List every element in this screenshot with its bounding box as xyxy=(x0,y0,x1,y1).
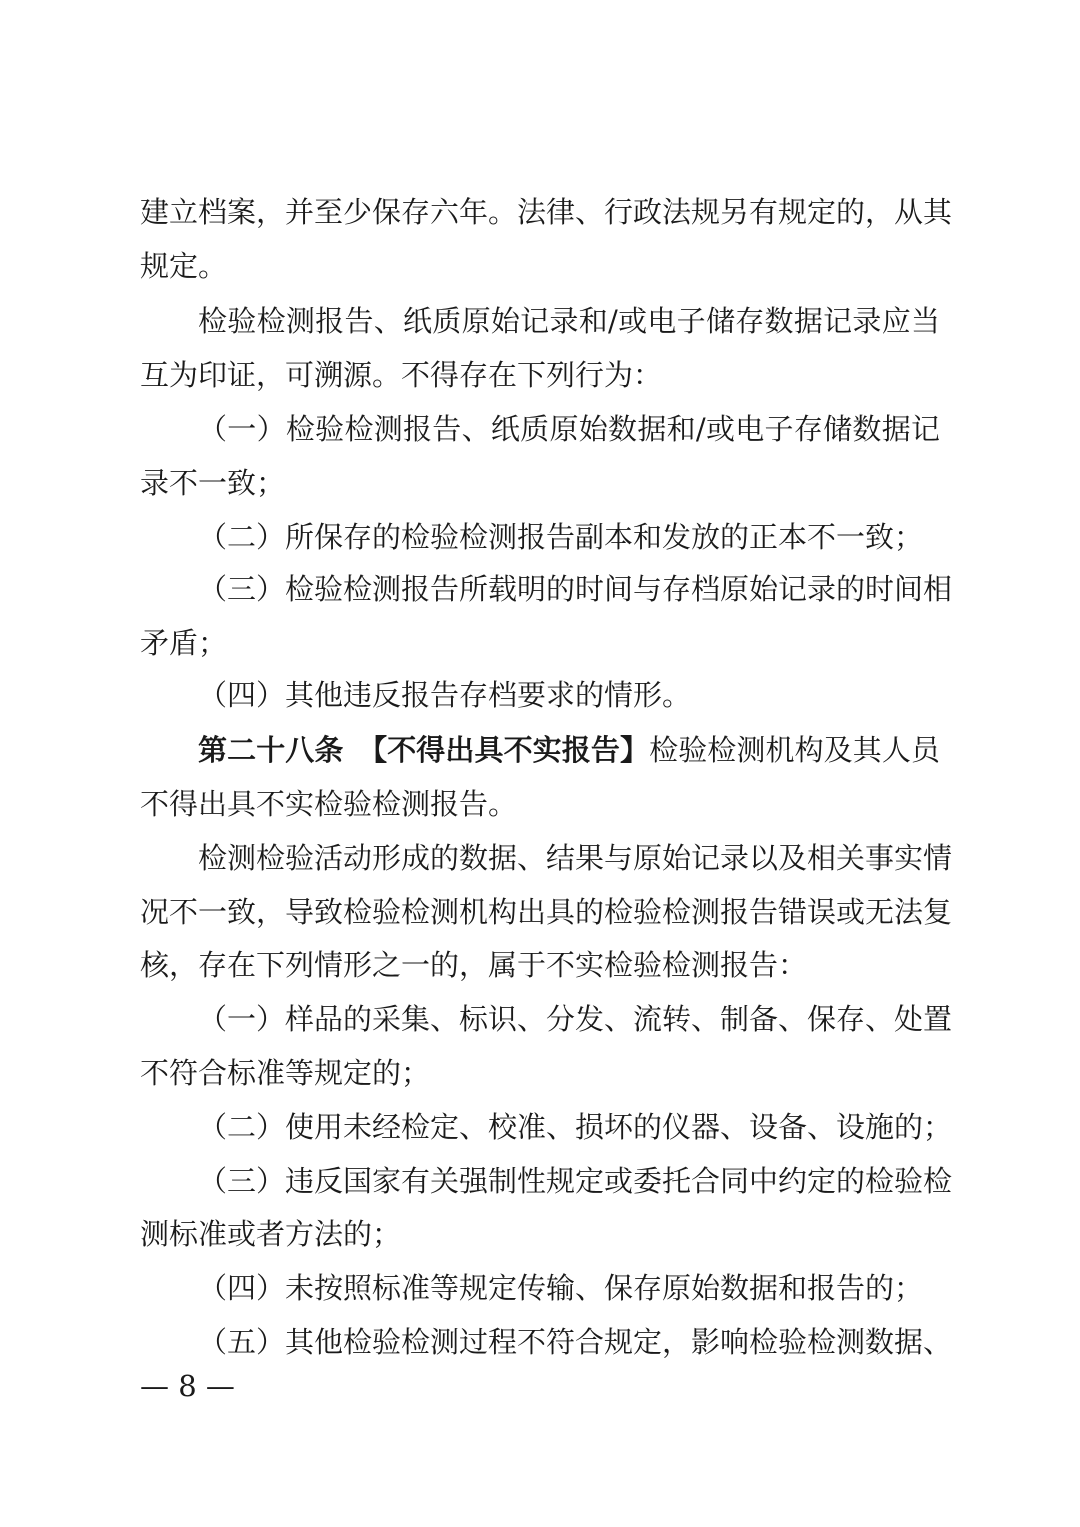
body-text-line: 建立档案，并至少保存六年。法律、行政法规另有规定的，从其 xyxy=(140,195,953,229)
list-item-line: （二）所保存的检验检测报告副本和发放的正本不一致； xyxy=(198,520,924,554)
body-text-line: 况不一致，导致检验检测机构出具的检验检测报告错误或无法复 xyxy=(140,895,953,929)
body-text-line: 检验检测报告、纸质原始记录和/或电子储存数据记录应当 xyxy=(198,304,940,338)
article-heading-line xyxy=(198,730,940,770)
list-item-line: 录不一致； xyxy=(140,466,286,500)
body-text-line: 检测检验活动形成的数据、结果与原始记录以及相关事实情 xyxy=(198,841,953,875)
list-item-line: 测标准或者方法的； xyxy=(140,1217,402,1251)
body-text-line: 不得出具不实检验检测报告。 xyxy=(140,787,518,821)
list-item-line: （一）检验检测报告、纸质原始数据和/或电子存储数据记 xyxy=(198,412,940,446)
list-item-line: （二）使用未经检定、校准、损坏的仪器、设备、设施的； xyxy=(198,1110,953,1144)
list-item-line: （四）其他违反报告存档要求的情形。 xyxy=(198,678,692,712)
list-item-line: （五）其他检验检测过程不符合规定，影响检验检测数据、 xyxy=(198,1325,953,1359)
body-text-line: 规定。 xyxy=(140,249,228,283)
list-item-line: 不符合标准等规定的； xyxy=(140,1056,431,1090)
article-heading-text: 检验检测机构及其人员 xyxy=(649,733,940,767)
list-item-line: （三）检验检测报告所载明的时间与存档原始记录的时间相 xyxy=(198,572,953,606)
article-heading: 第二十八条 【不得出具不实报告】 xyxy=(198,733,650,767)
list-item-line: （三）违反国家有关强制性规定或委托合同中约定的检验检 xyxy=(198,1164,953,1198)
list-item-line: （四）未按照标准等规定传输、保存原始数据和报告的； xyxy=(198,1271,924,1305)
body-text-line: 核，存在下列情形之一的，属于不实检验检测报告： xyxy=(140,948,808,982)
page-number: — 8 — xyxy=(140,1369,235,1403)
list-item-line: （一）样品的采集、标识、分发、流转、制备、保存、处置 xyxy=(198,1002,953,1036)
list-item-line: 矛盾； xyxy=(140,626,228,660)
body-text-line: 互为印证，可溯源。不得存在下列行为： xyxy=(140,358,663,392)
